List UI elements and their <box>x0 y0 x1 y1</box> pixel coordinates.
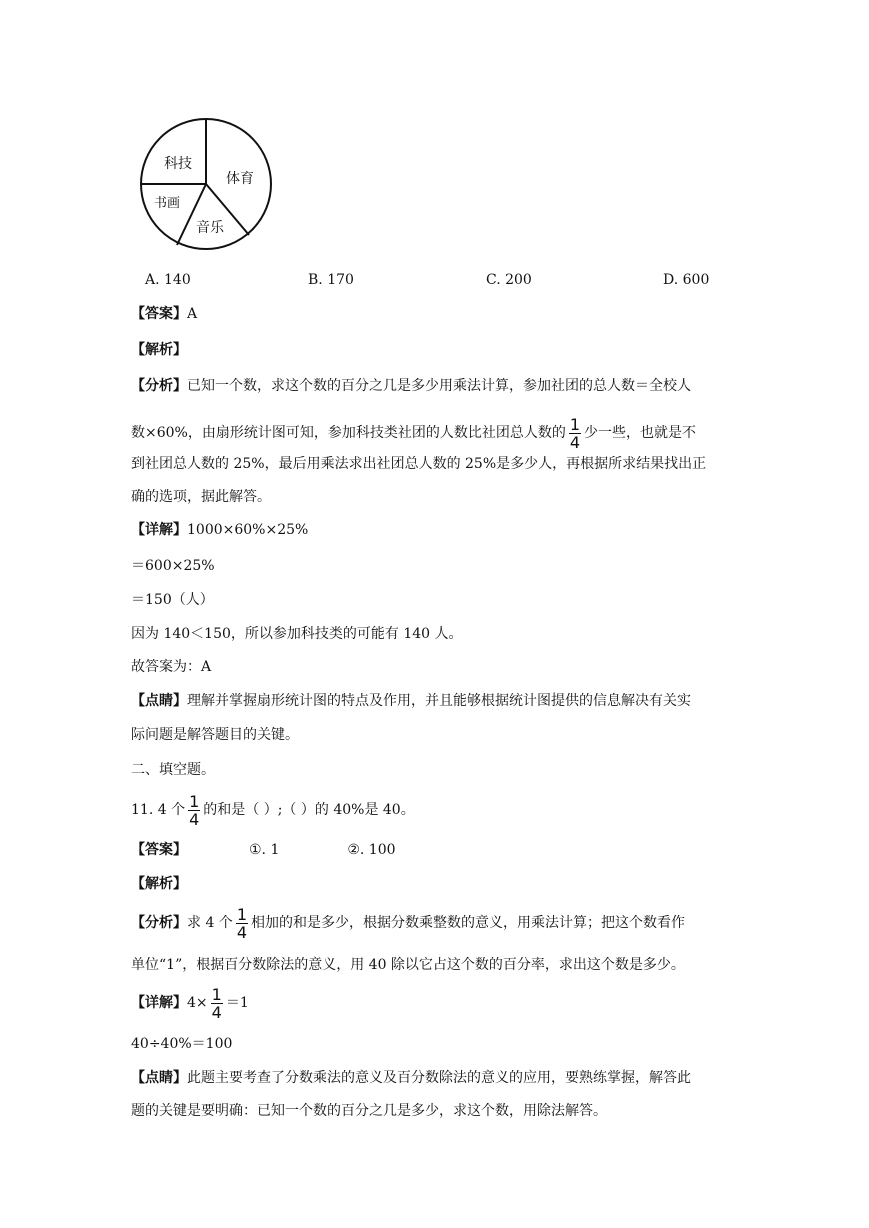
fraction-one-quarter: $\frac{1}{4}$ <box>189 791 200 829</box>
pie-label-yinyue: 音乐 <box>196 220 224 236</box>
fraction-one-quarter: $\frac{1}{4}$ <box>211 984 222 1022</box>
option-b: B. 170 <box>308 272 354 288</box>
q10-analysis-line-3: 到社团总人数的 25%，最后用乘法求出社团总人数的 25%是多少人，再根据所求结果找出正 <box>131 456 707 472</box>
q10-detail-line-3: ＝150（人） <box>131 592 214 608</box>
q10-answer-line: 【答案】A <box>131 306 198 322</box>
q10-analysis-line-2: 数×60%，由扇形统计图可知，参加科技类社团的人数比社团总人数的 $\frac{1}{4}$ 少一些，也就是不 <box>131 414 697 452</box>
q10-detail-line-1: 【详解】1000×60%×25% <box>131 522 309 538</box>
q11-comment-line-1: 【点睛】此题主要考查了分数乘法的意义及百分数除法的意义的应用，要熟练掌握，解答此 <box>131 1070 691 1086</box>
fraction-one-quarter: $\frac{1}{4}$ <box>236 904 247 942</box>
q10-comment-line-2: 际问题是解答题目的关键。 <box>131 727 299 743</box>
q11-detail-line-2: 40÷40%＝100 <box>131 1036 233 1052</box>
pie-label-tiyu: 体育 <box>226 171 254 187</box>
q11-analysis-line-1: 【分析】求 4 个 $\frac{1}{4}$ 相加的和是多少，根据分数乘整数的意义，用乘法计算；把这个数看作 <box>131 904 685 942</box>
q10-detail-line-5: 故答案为：A <box>131 659 212 675</box>
q10-analysis-line-1: 【分析】已知一个数，求这个数的百分之几是多少用乘法计算，参加社团的总人数＝全校人 <box>131 378 691 394</box>
option-c: C. 200 <box>486 272 532 288</box>
pie-label-shuhua: 书画 <box>154 196 181 211</box>
option-d: D. 600 <box>663 272 710 288</box>
pie-chart <box>132 114 282 254</box>
q10-detail-line-2: ＝600×25% <box>131 558 215 574</box>
fraction-one-quarter: $\frac{1}{4}$ <box>569 414 581 452</box>
q10-analysis-line-4: 确的选项，据此解答。 <box>131 489 271 505</box>
q11-answer-line: 【答案】 ①. 1 ②. 100 <box>131 842 396 858</box>
pie-label-keji: 科技 <box>164 156 192 172</box>
q10-jiexi-heading: 【解析】 <box>131 342 187 358</box>
q11-comment-line-2: 题的关键是要明确：已知一个数的百分之几是多少，求这个数，用除法解答。 <box>131 1103 607 1119</box>
q10-comment-line-1: 【点睛】理解并掌握扇形统计图的特点及作用，并且能够根据统计图提供的信息解决有关实 <box>131 693 691 709</box>
q11-jiexi-heading: 【解析】 <box>131 876 187 892</box>
option-a: A. 140 <box>145 272 191 288</box>
section-title: 二、填空题。 <box>131 762 215 778</box>
q11-detail-line-1: 【详解】4× $\frac{1}{4}$ ＝1 <box>131 984 249 1022</box>
q11-question: 11. 4 个 $\frac{1}{4}$ 的和是（ ）;（ ）的 40%是 40。 <box>131 791 415 829</box>
q11-analysis-line-2: 单位“1”，根据百分数除法的意义，用 40 除以它占这个数的百分率，求出这个数是多少。 <box>131 957 685 973</box>
q10-detail-line-4: 因为 140＜150，所以参加科技类的可能有 140 人。 <box>131 626 463 642</box>
